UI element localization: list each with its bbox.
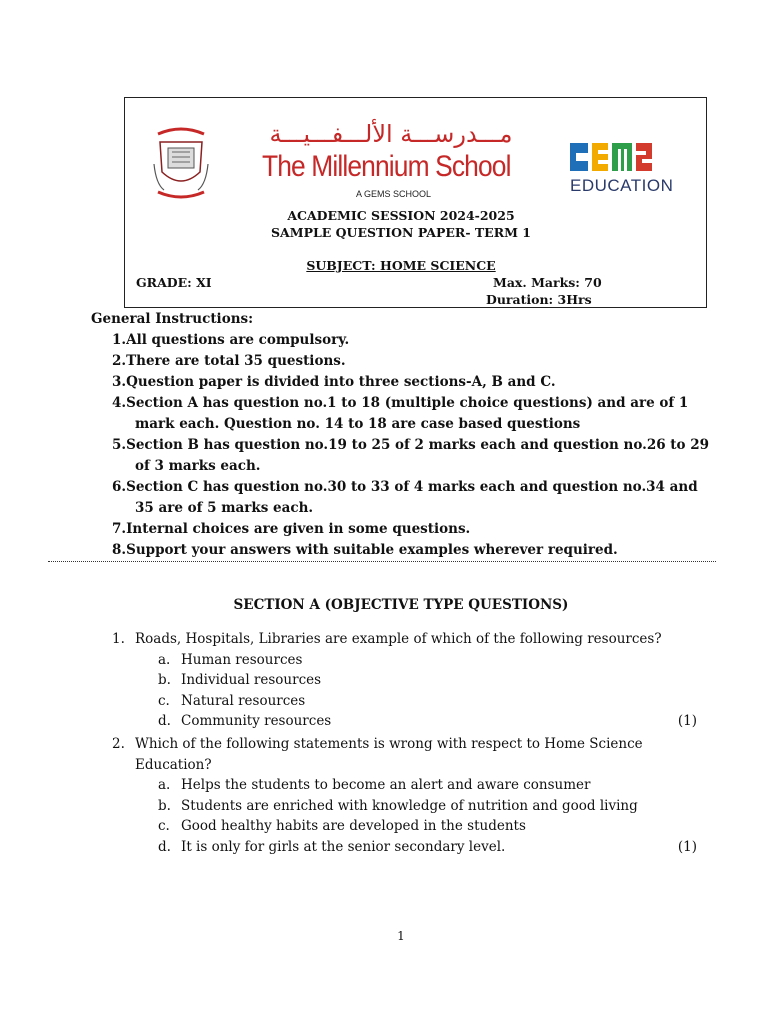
instruction-item: 6.Section C has question no.30 to 33 of 4 marks each and question no.34 and 35 are of 5 marks each. bbox=[112, 479, 698, 516]
school-name-arabic: مـــدرســـة الألـــفـــيـــة bbox=[269, 120, 513, 148]
page-number: 1 bbox=[397, 929, 405, 943]
duration: Duration: 3Hrs bbox=[486, 292, 592, 307]
option-text: It is only for girls at the senior secondary level. bbox=[181, 838, 506, 855]
option bbox=[158, 775, 712, 796]
school-name: The Millennium School bbox=[262, 150, 511, 183]
dotted-divider bbox=[48, 561, 716, 562]
instruction-item: 7.Internal choices are given in some questions. bbox=[112, 521, 471, 537]
instruction-item: 1.All questions are compulsory. bbox=[112, 332, 350, 348]
option-label: d. bbox=[158, 713, 171, 729]
option-text: Helps the students to become an alert and aware consumer bbox=[181, 777, 591, 793]
instruction-item: 3.Question paper is divided into three sections-A, B and C. bbox=[112, 374, 556, 390]
option-text: Good healthy habits are developed in the students bbox=[181, 818, 526, 834]
academic-session: ACADEMIC SESSION 2024-2025 bbox=[287, 208, 515, 223]
option bbox=[158, 837, 712, 858]
paper-title: SAMPLE QUESTION PAPER- TERM 1 bbox=[271, 225, 531, 240]
question-marks: (1) bbox=[677, 713, 697, 729]
option-text: Individual resources bbox=[181, 672, 322, 688]
question-text: Which of the following statements is wrong with respect to Home Science Education? bbox=[135, 736, 643, 773]
option-text: Natural resources bbox=[181, 692, 306, 709]
grade: GRADE: XI bbox=[136, 275, 212, 290]
options-list bbox=[158, 650, 712, 732]
school-tagline: A GEMS SCHOOL bbox=[356, 189, 432, 199]
option bbox=[158, 650, 712, 671]
option-text: Community resources bbox=[181, 713, 332, 729]
option-label: a. bbox=[158, 777, 171, 793]
question-number: 1. bbox=[112, 631, 125, 647]
option-label: c. bbox=[158, 818, 170, 834]
max-marks: Max. Marks: 70 bbox=[493, 275, 602, 290]
option bbox=[158, 796, 712, 817]
question-2 bbox=[112, 734, 712, 857]
option-label: c. bbox=[158, 692, 170, 709]
school-crest-logo bbox=[150, 124, 212, 204]
option bbox=[158, 691, 712, 712]
option-label: a. bbox=[158, 651, 171, 668]
subject-text: SUBJECT: HOME SCIENCE bbox=[306, 258, 496, 273]
option-text: Human resources bbox=[181, 651, 303, 668]
instruction-item: 4.Section A has question no.1 to 18 (multiple choice questions) and are of 1 mark each. Question no. 14 to 18 are case based questions bbox=[112, 395, 689, 432]
options-list bbox=[158, 775, 712, 857]
option-label: b. bbox=[158, 797, 171, 814]
subject-line bbox=[0, 258, 768, 273]
instruction-item: 5.Section B has question no.19 to 25 of 2 marks each and question no.26 to 29 of 3 marks each. bbox=[112, 437, 710, 474]
option-label: d. bbox=[158, 838, 171, 855]
question-marks: (1) bbox=[677, 838, 697, 855]
option bbox=[158, 711, 712, 732]
instructions-list bbox=[112, 330, 712, 561]
option-label: b. bbox=[158, 672, 171, 688]
option bbox=[158, 816, 712, 837]
option-text: Students are enriched with knowledge of nutrition and good living bbox=[181, 797, 638, 814]
section-a-title: SECTION A (OBJECTIVE TYPE QUESTIONS) bbox=[233, 597, 569, 613]
gems-logo bbox=[568, 141, 654, 173]
instruction-item: 2.There are total 35 questions. bbox=[112, 353, 346, 369]
question-1 bbox=[112, 629, 712, 732]
question-number: 2. bbox=[112, 736, 125, 752]
instruction-item: 8.Support your answers with suitable examples wherever required. bbox=[112, 542, 618, 558]
instructions-title: General Instructions: bbox=[91, 311, 254, 327]
question-text: Roads, Hospitals, Libraries are example of which of the following resources? bbox=[135, 631, 662, 647]
option bbox=[158, 670, 712, 691]
gems-education-text: EDUCATION bbox=[570, 176, 674, 195]
